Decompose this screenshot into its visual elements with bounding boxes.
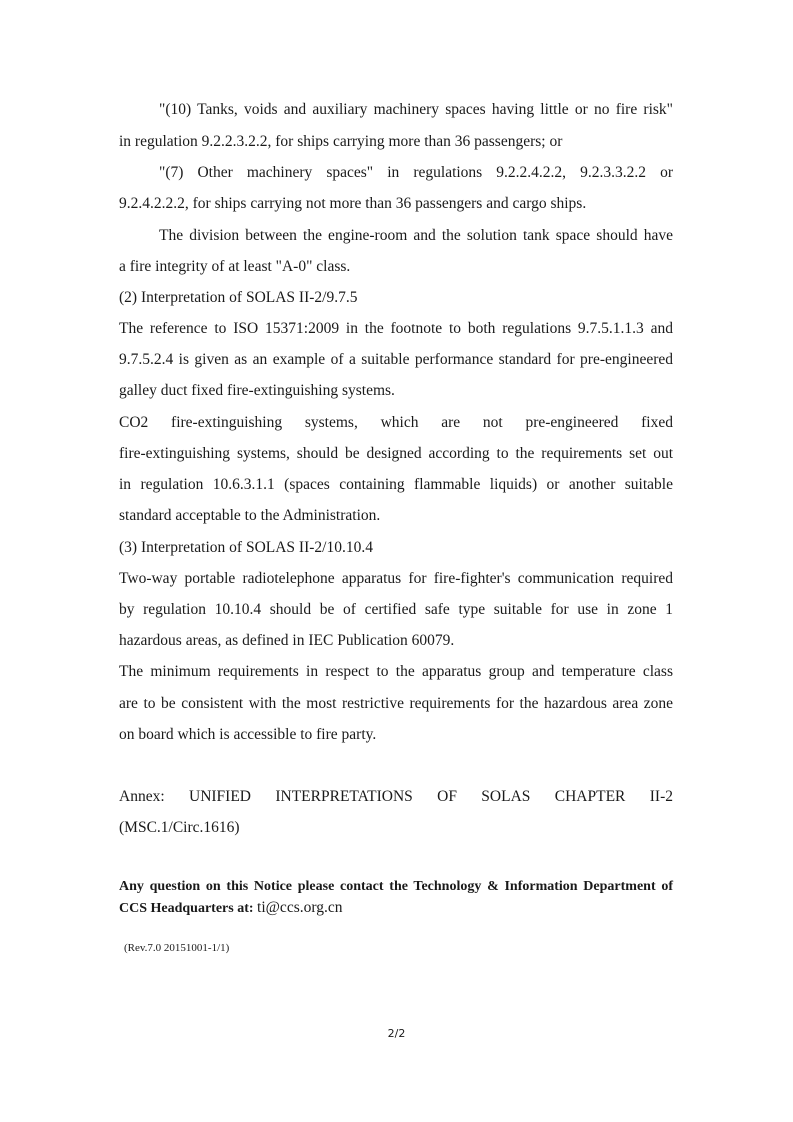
annex-circular: (MSC.1/Circ.1616) [119,819,240,836]
paragraph-line: fire-extinguishing systems, should be designed according to the requirements set out [119,445,673,462]
section-heading: (2) Interpretation of SOLAS II-2/9.7.5 [119,289,358,306]
paragraph-line: in regulation 10.6.3.1.1 (spaces containing flammable liquids) or another suitable [119,476,673,493]
contact-label: CCS Headquarters at: [119,901,254,916]
contact-email-link[interactable]: ti@ccs.org.cn [257,899,343,916]
paragraph-line: The division between the engine-room and the solution tank space should have [159,227,673,244]
annex-title: Annex: UNIFIED INTERPRETATIONS OF SOLAS CHAPTER II-2 [119,788,673,805]
paragraph-line: by regulation 10.10.4 should be of certified safe type suitable for use in zone 1 [119,601,673,618]
paragraph-line: on board which is accessible to fire party. [119,726,377,743]
paragraph-line: hazardous areas, as defined in IEC Publication 60079. [119,632,455,649]
paragraph-line: 9.2.4.2.2.2, for ships carrying not more than 36 passengers and cargo ships. [119,195,587,212]
page-number: 2/2 [387,1027,406,1040]
paragraph-line: CO2 fire-extinguishing systems, which are not pre-engineered fixed [119,414,673,431]
paragraph-line: Two-way portable radiotelephone apparatus for fire-fighter's communication required [119,570,673,587]
revision-code: (Rev.7.0 20151001-1/1) [124,942,230,954]
paragraph-line: are to be consistent with the most restrictive requirements for the hazardous area zone [119,695,673,712]
paragraph-line: standard acceptable to the Administration. [119,507,381,524]
contact-line: Any question on this Notice please contact the Technology & Information Department of [119,879,673,894]
paragraph-line: "(10) Tanks, voids and auxiliary machinery spaces having little or no fire risk" [159,101,673,118]
contact-line [119,899,673,918]
paragraph-line: galley duct fixed fire-extinguishing systems. [119,382,395,399]
paragraph-line: "(7) Other machinery spaces" in regulations 9.2.2.4.2.2, 9.2.3.3.2.2 or [159,164,673,181]
paragraph-line: The reference to ISO 15371:2009 in the footnote to both regulations 9.7.5.1.1.3 and [119,320,673,337]
paragraph-line: 9.7.5.2.4 is given as an example of a suitable performance standard for pre-engineered [119,351,673,368]
section-heading: (3) Interpretation of SOLAS II-2/10.10.4 [119,539,373,556]
paragraph-line: in regulation 9.2.2.3.2.2, for ships carrying more than 36 passengers; or [119,133,563,150]
paragraph-line: a fire integrity of at least "A-0" class. [119,258,351,275]
paragraph-line: The minimum requirements in respect to the apparatus group and temperature class [119,663,673,680]
